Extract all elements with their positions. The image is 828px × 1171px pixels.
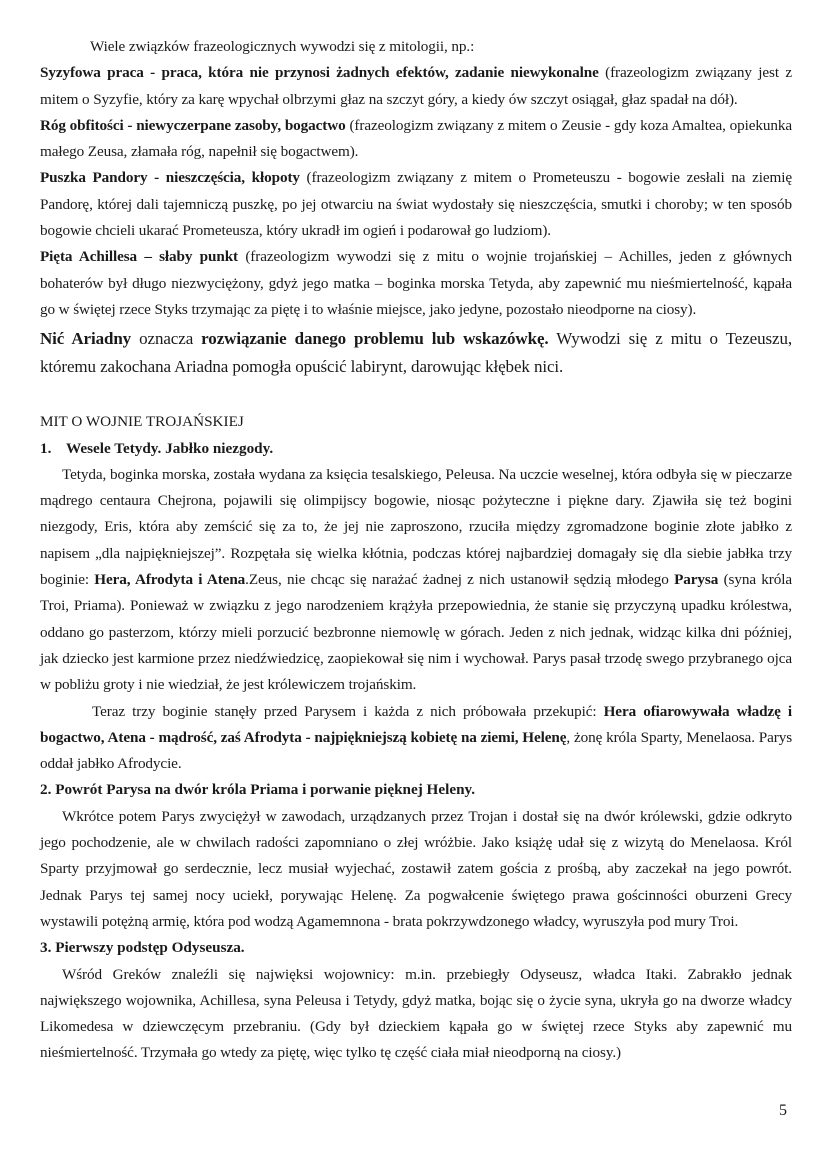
page-number: 5 — [779, 1102, 787, 1119]
phrase-term: Nić Ariadny — [40, 329, 132, 349]
phrase-cornucopia — [40, 113, 792, 166]
phrase-explanation: (frazeologizm wywodzi się z mitu o wojnie trojańskiej – Achilles, jeden z głównych bohaterów był długo niezwyciężony, gdyż jego matka – boginka morska Tetyda, aby zapewnić mu nieśmiertelność, kąpała go w świętej rzece Styks trzymając za piętę i to właśnie miejsce, jako jedyne, pozostało nieodporne na ciosy). — [40, 248, 792, 318]
phrase-explanation: (frazeologizm związany z mitem o Zeusie - gdy koza Amaltea, opiekunka małego Zeusa, złamała róg, napełnił się bogactwem). — [40, 116, 792, 161]
paragraph-bold: Hera, Afrodyta i Atena — [94, 571, 246, 589]
myth-title: MIT O WOJNIE TROJAŃSKIEJ — [40, 413, 244, 431]
phrase-term: Róg obfitości - niewyczerpane zasoby, bogactwo — [40, 116, 346, 134]
section-3-paragraph-1: Wśród Greków znaleźli się najwięksi wojownicy: m.in. przebiegły Odyseusz, władca Itaki. Zabrakło jednak największego wojownika, Achillesa, syna Peleusa i Tetydy, gdyż matka, bojąc się o życie syna, ukryła go na dworze władcy Likomedesa w dziewczęcym przebraniu. (Gdy był dzieckiem kąpała go w świętej rzece Styks aby zapewnić mu nieśmiertelność. Trzymała go wtedy za piętę, więc tylko tę część ciała miał nieodporną na ciosy.) — [40, 965, 792, 1062]
section-2-paragraph-1: Wkrótce potem Parys zwyciężył w zawodach, urządzanych przez Trojan i dostał się na dwór królewski, gdzie odkryto jego pochodzenie, ale w chwilach radości zapomniano o złej wróżbie. Jako książę udał się z wizytą do Menelaosa. Król Sparty przyjmował go serdecznie, lecz musiał wyjechać, zostawił zatem gościa z prośbą, aby zaczekał na jego powrót. Jednak Parys tej samej nocy uciekł, porywając Helenę. Za pogwałcenie świętego prawa gościnności oburzeni Grecy wystawili potężną armię, która pod wodzą Agamemnona - brata pokrzywdzonego władcy, wyruszyła pod mury Troi. — [40, 807, 792, 930]
intro-text: Wiele związków frazeologicznych wywodzi się z mitologii, np.: — [90, 38, 475, 55]
section-number: 1. — [40, 439, 52, 457]
phrase-term: Puszka Pandory - nieszczęścia, kłopoty — [40, 169, 300, 187]
phrase-ariadne — [40, 325, 792, 381]
phrase-achilles — [40, 244, 792, 323]
phrase-explanation: (frazeologizm związany jest z mitem o Syzyfie, który za karę wpychał olbrzymi głaz na szczyt góry, a kiedy ów szczyt osiągał, głaz spadał na dół). — [40, 64, 792, 108]
paragraph-text: Teraz trzy boginie stanęły przed Parysem i każda z nich próbowała przekupić: — [92, 702, 604, 720]
phrase-term: Syzyfowa praca - praca, która nie przynosi żadnych efektów, zadanie niewykonalne — [40, 64, 599, 82]
paragraph-text: Tetyda, boginka morska, została wydana za księcia tesalskiego, Peleusa. Na uczcie weselnej, która odbyła się w pieczarze mądrego centaura Chejrona, pojawili się olimpijscy bogowie, niosąc pożyteczne i piękne dary. Zjawiła się też bogini niezgody, Eris, która aby zemścić się za to, że jej nie zaproszono, rzuciła między zgromadzone boginie złote jabłko z napisem „dla najpiękniejszej”. Rozpętała się wielka kłótnia, podczas której najbardziej domagały się dla siebie jabłka trzy boginie: — [40, 465, 792, 589]
paragraph-bold: Hera ofiarowywała władzę i bogactwo, Atena - mądrość, zaś Afrodyta - najpiękniejszą kobietę na ziemi, Helenę — [40, 702, 792, 746]
section-1-paragraph-1 — [40, 462, 792, 699]
section-1-paragraph-2 — [40, 699, 792, 778]
section-heading-1 — [40, 436, 792, 462]
phrase-connector: oznacza — [131, 329, 202, 349]
section-heading-text: Wesele Tetydy. Jabłko niezgody. — [66, 439, 274, 457]
intro-line — [40, 34, 792, 60]
phrase-term: Pięta Achillesa – słaby punkt — [40, 248, 239, 266]
section-spacer — [40, 381, 792, 409]
paragraph-bold: Parysa — [674, 571, 719, 589]
paragraph-text: .Zeus, nie chcąc się narażać żadnej z nich ustanowił sędzią młodego — [245, 571, 675, 589]
paragraph-text: , żonę króla Sparty, Menelaosa. Parys oddał jabłko Afrodycie. — [40, 728, 793, 773]
phrase-explanation: (frazeologizm związany z mitem o Prometeuszu - bogowie zesłali na ziemię Pandorę, której dali tajemniczą puszkę, po jej otwarciu na świat wydostały się nieszczęścia, smutki i choroby; w ten sposób bogowie chcieli ukarać Prometeusza, który ukradł im ogień i podarował go ludziom). — [40, 169, 792, 240]
paragraph-text: (syna króla Troi, Priama). Ponieważ w związku z jego narodzeniem krążyła przepowiednia, że stanie się przyczyną upadku królestwa, oddano go pasterzom, którzy mieli porzucić bezbronne niemowlę w górach. Jeden z nich jednak, widząc kilka dni później, jak dziecko jest karmione przez niedźwiedzicę, zaopiekował się nim i wychował. Parys pasał trzodę swego przybranego ojca w pobliżu groty i nie wiedział, że jest królewiczem trojańskim. — [40, 571, 792, 694]
document-page — [40, 34, 792, 1067]
phrase-meaning: rozwiązanie danego problemu lub wskazówkę. — [201, 329, 549, 349]
phrase-sisyphus — [40, 60, 792, 113]
phrase-pandora — [40, 165, 792, 244]
section-heading-3: 3. Pierwszy podstęp Odyseusza. — [40, 939, 245, 957]
phrase-explanation: Wywodzi się z mitu o Tezeuszu, któremu zakochana Ariadna pomogła opuścić labirynt, darowując kłębek nici. — [40, 329, 792, 377]
section-heading-2: 2. Powrót Parysa na dwór króla Priama i porwanie pięknej Heleny. — [40, 781, 476, 799]
